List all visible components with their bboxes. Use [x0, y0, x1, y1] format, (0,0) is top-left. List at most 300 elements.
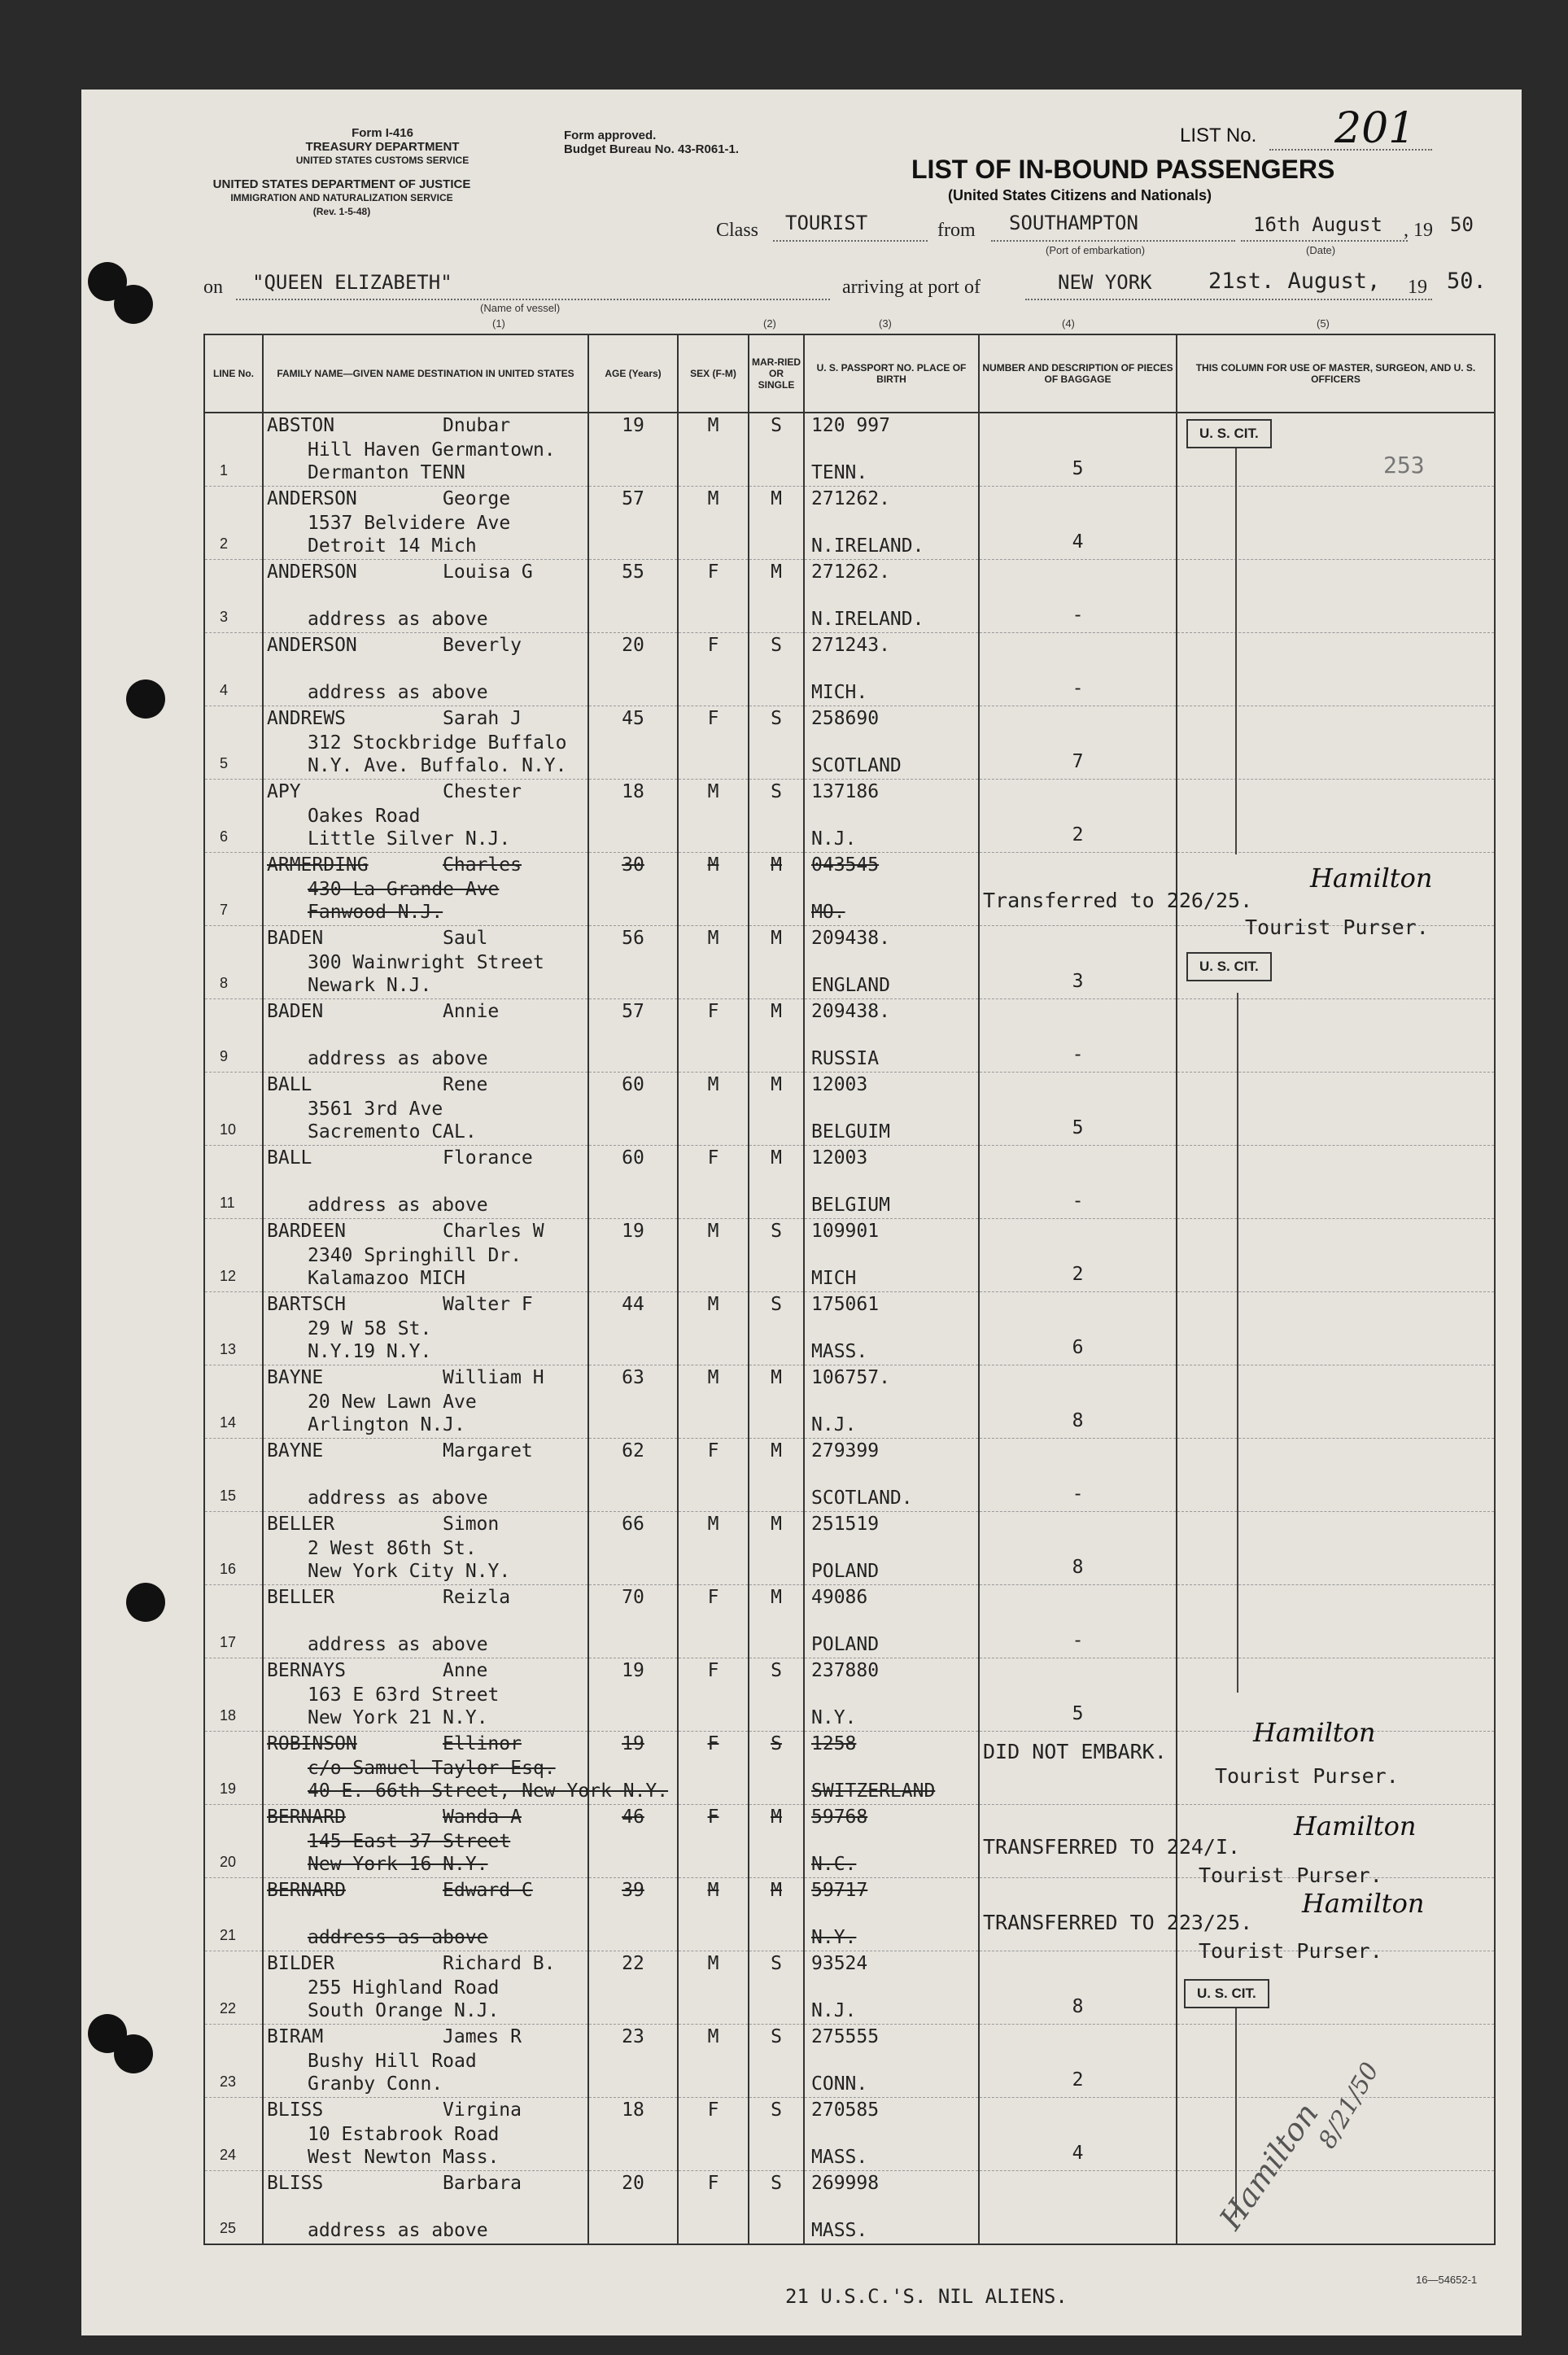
address-line-2: address as above: [308, 1634, 488, 1655]
baggage-cell: [979, 1658, 1177, 1732]
sex-value: F: [707, 1001, 719, 1022]
address-line-1: 300 Wainwright Street: [308, 952, 544, 973]
marital-value: S: [771, 635, 782, 656]
baggage-cell: [979, 413, 1177, 487]
marital-value: M: [771, 928, 782, 949]
passport-cell: [804, 1878, 979, 1951]
line-number: 21: [220, 1927, 237, 1943]
officer-use-cell: [1177, 487, 1495, 560]
place-of-birth: MASS.: [811, 2147, 868, 2168]
sex-value: M: [707, 1074, 719, 1095]
sex-cell: [678, 1365, 749, 1439]
passport-cell: [804, 853, 979, 926]
sex-value: M: [707, 488, 719, 509]
us-citizen-stamp: U. S. CIT.: [1184, 1979, 1269, 2008]
family-name: BAYNE: [267, 1367, 324, 1388]
address-line-2: South Orange N.J.: [308, 2000, 500, 2021]
baggage-count: 5: [1072, 1703, 1084, 1724]
marital-cell: [749, 1585, 804, 1658]
address-line-2: West Newton Mass.: [308, 2147, 500, 2168]
date-year-suffix: 50: [1450, 213, 1474, 236]
baggage-cell: [979, 2098, 1177, 2171]
name-cell: [263, 1951, 588, 2025]
marital-cell: [749, 1073, 804, 1146]
col-header-officers: THIS COLUMN FOR USE OF MASTER, SURGEON, AND U. S. OFFICERS: [1177, 334, 1495, 413]
address-line-1: 10 Estabrook Road: [308, 2124, 500, 2145]
marital-value: M: [771, 1440, 782, 1461]
table-row: [204, 1146, 1495, 1219]
passport-number: 275555: [811, 2026, 880, 2047]
marital-cell: [749, 633, 804, 706]
address-line-2: address as above: [308, 682, 488, 703]
line-number: 15: [220, 1488, 237, 1504]
place-of-birth: MASS.: [811, 1341, 868, 1362]
given-name: Walter F: [443, 1294, 533, 1315]
col-number-5: (5): [1317, 317, 1330, 330]
baggage-cell: [979, 2025, 1177, 2098]
place-of-birth: N.Y.: [811, 1707, 857, 1728]
line-number: 19: [220, 1780, 237, 1797]
passport-number: 12003: [811, 1147, 868, 1169]
family-name: BARTSCH: [267, 1294, 346, 1315]
address-line-2: Little Silver N.J.: [308, 828, 511, 850]
given-name: Simon: [443, 1514, 500, 1535]
given-name: Louisa G: [443, 561, 533, 583]
passport-cell: [804, 560, 979, 633]
line-number: 11: [220, 1195, 235, 1211]
list-no-label: LIST No.: [1180, 125, 1257, 146]
marital-cell: [749, 780, 804, 853]
binder-hole: [126, 679, 165, 719]
age-value: 60: [622, 1147, 644, 1169]
address-line-1: 2 West 86th St.: [308, 1538, 477, 1559]
form-id-block: Form I-416 TREASURY DEPARTMENT UNITED STATES CUSTOMS SERVICE: [295, 126, 470, 166]
baggage-count: -: [1072, 678, 1084, 699]
list-number: 201: [1334, 104, 1416, 153]
passport-number: 93524: [811, 1953, 868, 1974]
passport-cell: [804, 1365, 979, 1439]
officer-use-cell: [1177, 633, 1495, 706]
name-cell: [263, 926, 588, 999]
sex-cell: [678, 1878, 749, 1951]
address-line-2: Granby Conn.: [308, 2073, 443, 2095]
sex-value: M: [707, 854, 719, 876]
purser-signature: Hamilton: [1310, 863, 1433, 894]
marital-cell: [749, 1878, 804, 1951]
marital-cell: [749, 999, 804, 1073]
departure-date: 16th August: [1253, 213, 1382, 236]
officer-use-cell: [1177, 1219, 1495, 1292]
binder-hole: [126, 1583, 165, 1622]
officer-use-cell: [1177, 1073, 1495, 1146]
given-name: Saul: [443, 928, 488, 949]
passport-cell: [804, 1585, 979, 1658]
place-of-birth: MICH: [811, 1268, 857, 1289]
marital-value: S: [771, 2099, 782, 2121]
table-row: [204, 633, 1495, 706]
us-citizen-stamp: U. S. CIT.: [1186, 952, 1272, 981]
col-header-baggage: NUMBER AND DESCRIPTION OF PIECES OF BAGGAGE: [979, 334, 1177, 413]
address-line-2: Kalamazoo MICH: [308, 1268, 465, 1289]
baggage-count: 8: [1072, 1996, 1084, 2017]
given-name: Beverly: [443, 635, 522, 656]
name-cell: [263, 853, 588, 926]
sex-value: M: [707, 1367, 719, 1388]
address-line-2: Arlington N.J.: [308, 1414, 465, 1435]
name-cell: [263, 1439, 588, 1512]
given-name: Anne: [443, 1660, 488, 1681]
col-header-married: MAR-RIED OR SINGLE: [749, 334, 804, 413]
name-cell: [263, 1073, 588, 1146]
col-header-age: AGE (Years): [588, 334, 678, 413]
purser-label-line-7: Tourist Purser.: [1245, 915, 1429, 939]
sex-cell: [678, 1951, 749, 2025]
passport-cell: [804, 1292, 979, 1365]
print-code: 16—54652-1: [1416, 2274, 1478, 2286]
marital-value: M: [771, 1807, 782, 1828]
age-value: 44: [622, 1294, 644, 1315]
marital-cell: [749, 2171, 804, 2245]
marital-cell: [749, 706, 804, 780]
passport-cell: [804, 1805, 979, 1878]
place-of-birth: SWITZERLAND: [811, 1780, 936, 1802]
col-number-2: (2): [763, 317, 776, 330]
passport-number: 251519: [811, 1514, 880, 1535]
purser-label-line-21: Tourist Purser.: [1199, 1939, 1382, 1963]
marital-value: M: [771, 1514, 782, 1535]
sex-cell: [678, 413, 749, 487]
baggage-cell: [979, 706, 1177, 780]
baggage-count: 4: [1072, 2143, 1084, 2164]
line-number-cell: [204, 1073, 263, 1146]
marital-cell: [749, 1512, 804, 1585]
marital-cell: [749, 1439, 804, 1512]
transfer-note-line-20: TRANSFERRED TO 224/I.: [983, 1835, 1241, 1859]
marital-cell: [749, 1805, 804, 1878]
line-number: 23: [220, 2073, 237, 2090]
family-name: BARDEEN: [267, 1221, 346, 1242]
sex-cell: [678, 780, 749, 853]
line-number-cell: [204, 926, 263, 999]
line-number: 3: [220, 609, 229, 625]
age-value: 19: [622, 415, 644, 436]
sex-cell: [678, 1658, 749, 1732]
baggage-cell: [979, 633, 1177, 706]
line-number: 7: [220, 902, 229, 918]
line-number-cell: [204, 1585, 263, 1658]
passport-number: 59717: [811, 1880, 868, 1901]
name-cell: [263, 1219, 588, 1292]
passport-number: 237880: [811, 1660, 880, 1681]
marital-cell: [749, 926, 804, 999]
age-value: 20: [622, 2173, 644, 2194]
age-value: 39: [622, 1880, 644, 1901]
address-line-2: address as above: [308, 1488, 488, 1509]
line-number-cell: [204, 1512, 263, 1585]
marital-cell: [749, 1951, 804, 2025]
address-line-1: 145 East 37 Street: [308, 1831, 511, 1852]
passport-number: 209438.: [811, 928, 890, 949]
family-name: BLISS: [267, 2099, 324, 2121]
binder-hole: [114, 2034, 153, 2073]
name-cell: [263, 2025, 588, 2098]
sex-value: F: [707, 2173, 719, 2194]
family-name: ABSTON: [267, 415, 335, 436]
sex-value: M: [707, 928, 719, 949]
place-of-birth: TENN.: [811, 462, 868, 483]
marital-value: M: [771, 488, 782, 509]
age-value: 18: [622, 781, 644, 802]
marital-cell: [749, 1365, 804, 1439]
age-value: 63: [622, 1367, 644, 1388]
family-name: BILDER: [267, 1953, 335, 1974]
passport-cell: [804, 2025, 979, 2098]
baggage-cell: [979, 926, 1177, 999]
sex-cell: [678, 560, 749, 633]
purser-signature: Hamilton: [1302, 1888, 1425, 1919]
sex-value: F: [707, 1660, 719, 1681]
line-number-cell: [204, 1292, 263, 1365]
age-cell: [588, 706, 678, 780]
baggage-count: 3: [1072, 971, 1084, 992]
passport-cell: [804, 1146, 979, 1219]
sex-value: F: [707, 1440, 719, 1461]
address-line-1: Oakes Road: [308, 806, 421, 827]
purser-signature: Hamilton: [1253, 1717, 1376, 1748]
name-cell: [263, 2098, 588, 2171]
marital-value: S: [771, 1221, 782, 1242]
sex-value: F: [707, 1587, 719, 1608]
line-number: 17: [220, 1634, 237, 1650]
side-number: 253: [1383, 452, 1425, 478]
address-line-1: 255 Highland Road: [308, 1977, 500, 1999]
table-row: [204, 487, 1495, 560]
sex-value: M: [707, 1953, 719, 1974]
line-number: 2: [220, 535, 229, 552]
baggage-count: 8: [1072, 1557, 1084, 1578]
line-number: 12: [220, 1268, 237, 1284]
line-number: 14: [220, 1414, 237, 1431]
place-of-birth: BELGIUM: [811, 1195, 890, 1216]
family-name: BALL: [267, 1074, 312, 1095]
table-row: [204, 1219, 1495, 1292]
col-number-4: (4): [1062, 317, 1075, 330]
sex-cell: [678, 2171, 749, 2245]
age-cell: [588, 1073, 678, 1146]
family-name: BERNARD: [267, 1880, 346, 1901]
line-number-cell: [204, 487, 263, 560]
class-value: TOURIST: [785, 212, 868, 234]
given-name: Richard B.: [443, 1953, 556, 1974]
age-value: 70: [622, 1587, 644, 1608]
purser-signature: Hamilton: [1294, 1811, 1417, 1842]
transfer-note-line-21: TRANSFERRED TO 223/25.: [983, 1911, 1253, 1934]
given-name: Margaret: [443, 1440, 533, 1461]
vessel-caption: (Name of vessel): [480, 302, 561, 314]
marital-value: S: [771, 1733, 782, 1754]
address-line-1: Bushy Hill Road: [308, 2051, 477, 2072]
passport-cell: [804, 1512, 979, 1585]
given-name: Florance: [443, 1147, 533, 1169]
address-line-2: address as above: [308, 1048, 488, 1069]
vessel-name: "QUEEN ELIZABETH": [252, 271, 452, 294]
family-name: BADEN: [267, 928, 324, 949]
age-value: 19: [622, 1221, 644, 1242]
age-cell: [588, 1658, 678, 1732]
age-value: 56: [622, 928, 644, 949]
sex-value: M: [707, 1221, 719, 1242]
name-cell: [263, 1146, 588, 1219]
given-name: Edward C: [443, 1880, 533, 1901]
given-name: Barbara: [443, 2173, 522, 2194]
baggage-count: -: [1072, 605, 1084, 626]
place-of-birth: BELGUIM: [811, 1121, 890, 1143]
age-value: 46: [622, 1807, 644, 1828]
sex-cell: [678, 2025, 749, 2098]
address-line-2: New York 16 N.Y.: [308, 1854, 488, 1875]
binder-hole: [114, 285, 153, 324]
line-number-cell: [204, 999, 263, 1073]
sex-value: M: [707, 1294, 719, 1315]
baggage-cell: [979, 1073, 1177, 1146]
name-cell: [263, 560, 588, 633]
table-row: [204, 1292, 1495, 1365]
passport-cell: [804, 1219, 979, 1292]
line-number: 25: [220, 2220, 237, 2236]
place-of-birth: N.J.: [811, 828, 857, 850]
from-label: from: [937, 220, 976, 241]
sex-cell: [678, 926, 749, 999]
place-of-birth: N.IRELAND.: [811, 609, 924, 630]
age-cell: [588, 1146, 678, 1219]
baggage-cell: [979, 1439, 1177, 1512]
passport-cell: [804, 1951, 979, 2025]
family-name: BIRAM: [267, 2026, 324, 2047]
address-line-1: 29 W 58 St.: [308, 1318, 432, 1339]
marital-cell: [749, 853, 804, 926]
baggage-cell: [979, 1512, 1177, 1585]
place-of-birth: N.Y.: [811, 1927, 857, 1948]
address-line-2: Dermanton TENN: [308, 462, 465, 483]
sex-value: M: [707, 1880, 719, 1901]
arriving-label: arriving at port of: [842, 277, 981, 298]
family-name: APY: [267, 781, 301, 802]
marital-cell: [749, 413, 804, 487]
address-line-2: address as above: [308, 1927, 488, 1948]
col-header-name: FAMILY NAME—GIVEN NAME DESTINATION IN UNITED STATES: [263, 334, 588, 413]
marital-value: M: [771, 1880, 782, 1901]
given-name: Sarah J: [443, 708, 522, 729]
baggage-cell: [979, 1292, 1177, 1365]
given-name: William H: [443, 1367, 544, 1388]
sex-value: F: [707, 1807, 719, 1828]
officer-use-cell: [1177, 560, 1495, 633]
line-number-cell: [204, 853, 263, 926]
purser-label-line-19: Tourist Purser.: [1215, 1764, 1399, 1788]
officer-use-cell: [1177, 1365, 1495, 1439]
address-line-2: Newark N.J.: [308, 975, 432, 996]
passport-cell: [804, 1073, 979, 1146]
age-value: 62: [622, 1440, 644, 1461]
marital-value: S: [771, 1660, 782, 1681]
sex-cell: [678, 1805, 749, 1878]
age-value: 66: [622, 1514, 644, 1535]
marital-cell: [749, 1219, 804, 1292]
marital-value: S: [771, 2173, 782, 2194]
did-not-embark-note: DID NOT EMBARK.: [983, 1740, 1167, 1763]
marital-value: S: [771, 1953, 782, 1974]
given-name: Ellinor: [443, 1733, 522, 1754]
baggage-cell: [979, 1219, 1177, 1292]
baggage-count: 2: [1072, 1264, 1084, 1285]
age-value: 57: [622, 488, 644, 509]
family-name: BELLER: [267, 1587, 335, 1608]
officer-use-cell: [1177, 2025, 1495, 2098]
table-row: [204, 1585, 1495, 1658]
table-row: [204, 853, 1495, 926]
marital-value: M: [771, 1367, 782, 1388]
marital-value: S: [771, 415, 782, 436]
marital-cell: [749, 2098, 804, 2171]
sex-cell: [678, 1585, 749, 1658]
sex-cell: [678, 1512, 749, 1585]
officer-use-cell: [1177, 1292, 1495, 1365]
given-name: Chester: [443, 781, 522, 802]
age-value: 19: [622, 1660, 644, 1681]
passport-number: 49086: [811, 1587, 868, 1608]
family-name: BADEN: [267, 1001, 324, 1022]
approval-block: Form approved. Budget Bureau No. 43-R061-1.: [564, 129, 740, 156]
line-number-cell: [204, 2025, 263, 2098]
line-number-cell: [204, 413, 263, 487]
sex-value: F: [707, 1147, 719, 1169]
place-of-birth: POLAND: [811, 1634, 880, 1655]
table-row: [204, 1512, 1495, 1585]
name-cell: [263, 1512, 588, 1585]
address-line-2: 40 E. 66th Street, New York N.Y.: [308, 1780, 669, 1802]
age-value: 45: [622, 708, 644, 729]
address-line-2: N.Y.19 N.Y.: [308, 1341, 432, 1362]
place-of-birth: MICH.: [811, 682, 868, 703]
family-name: BLISS: [267, 2173, 324, 2194]
arrival-date: 21st. August,: [1208, 269, 1381, 294]
age-cell: [588, 2171, 678, 2245]
table-row: [204, 560, 1495, 633]
address-line-2: New York 21 N.Y.: [308, 1707, 488, 1728]
line-number-cell: [204, 1146, 263, 1219]
age-cell: [588, 999, 678, 1073]
passport-number: 269998: [811, 2173, 880, 2194]
family-name: ROBINSON: [267, 1733, 357, 1754]
sex-cell: [678, 1439, 749, 1512]
family-name: ANDREWS: [267, 708, 346, 729]
summary-line: 21 U.S.C.'S. NIL ALIENS.: [785, 2285, 1068, 2308]
table-row: [204, 1365, 1495, 1439]
port-embark-caption: (Port of embarkation): [1046, 244, 1146, 256]
age-cell: [588, 780, 678, 853]
place-of-birth: ENGLAND: [811, 975, 890, 996]
table-row: [204, 1073, 1495, 1146]
sex-cell: [678, 853, 749, 926]
department-block: UNITED STATES DEPARTMENT OF JUSTICE IMMIGRATION AND NATURALIZATION SERVICE (Rev. 1-5-48): [212, 177, 471, 217]
name-cell: [263, 1878, 588, 1951]
passport-cell: [804, 706, 979, 780]
table-row: [204, 780, 1495, 853]
arrival-year-prefix: 19: [1408, 277, 1427, 298]
address-line-1: 430 La Grande Ave: [308, 879, 500, 900]
name-cell: [263, 1365, 588, 1439]
passport-cell: [804, 1439, 979, 1512]
